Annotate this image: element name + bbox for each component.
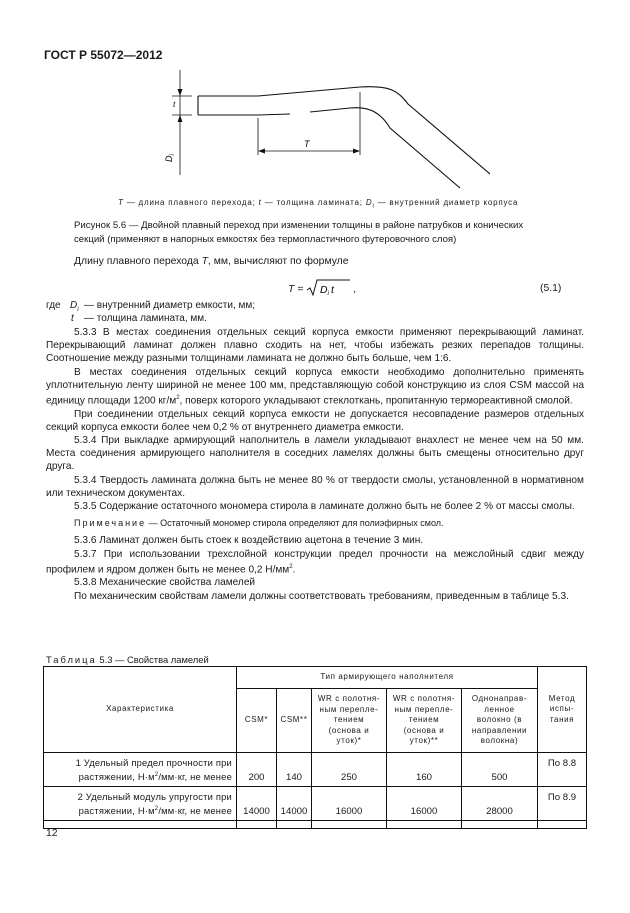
table-row: 2 Удельный модуль упругости при растяжении, $Н\cdot м^2/мм\cdot кг$, не менее 14000 14000 16000 16000 28000 По 8.9 — [44, 787, 587, 821]
body-text — [46, 326, 584, 603]
row-label: 1 Удельный предел прочности при растяжении, $Н\cdot м^2/мм\cdot кг$, не менее — [44, 753, 237, 787]
sqrt-sign — [306, 279, 350, 297]
paragraph-hardness: 5.3.4 Твердость ламината должна быть не менее 80 % от твердости смолы, установленной в нормативном или техническом документах. — [46, 474, 584, 499]
note: Примечание — Остаточный мономер стирола определяют для полиэфирных смол. — [74, 518, 444, 529]
formula-explanation: где $D_i$ — внутренний диаметр емкости, мм; t — толщина ламината, мм. — [46, 300, 256, 324]
paragraph-5-3-5: 5.3.5 Содержание остаточного мономера стирола в ламинате должно быть не более 2 % от массы смолы. — [74, 501, 575, 512]
header-characteristic: Характеристика — [44, 667, 237, 753]
label-d: $D_i$ — [164, 154, 176, 162]
header-csm-1: CSM* — [237, 689, 277, 753]
inner-contour-left — [198, 114, 290, 115]
table-row: 1 Удельный предел прочности при растяжении, $Н\cdot м^2/мм\cdot кг$, не менее 200 140 250 160 500 По 8.8 — [44, 753, 587, 787]
formula-5-1: T = Di t , — [288, 279, 356, 297]
outer-contour — [198, 87, 490, 174]
paragraph-sealing-tape: В местах соединения отдельных секций корпуса емкости необходимо дополнительно применять уплотнительную ленту шириной не менее 100 мм, представляющую собой конструкцию из слоя CSM массой на единицу площади 1200 $кг/м^2$, поверх которого укладывают стеклоткань, пропитанную термореактивной смолой. — [46, 366, 584, 407]
properties-table — [43, 666, 587, 829]
svg-text:Dit: Di t — [320, 285, 335, 297]
header-csm-2: CSM** — [277, 689, 312, 753]
paragraph-5-3-6: 5.3.6 Ламинат должен быть стоек к воздействию ацетона в течение 3 мин. — [74, 535, 424, 547]
transition-diagram — [150, 60, 490, 195]
paragraph-5-3-3: 5.3.3 В местах соединения отдельных секций корпуса емкости применяют перекрывающий ламинат. Перекрывающий ламинат должен плавно сходить на нет, чтобы избежать резких перепадов толщины. Соотношение между разными толщинами ламината не должно быть больше, чем 1:6. — [46, 327, 584, 365]
figure-legend: T — длина плавного перехода; t — толщина ламината; $D_i$ — внутренний диаметр корпуса — [118, 198, 519, 210]
label-t: t — [173, 99, 176, 109]
header-wr-1: WR с полотня- ным перепле- тением (основа и уток)* — [312, 689, 387, 753]
header-test-method: Метод испы- тания — [538, 667, 587, 753]
formula-intro: Длину плавного перехода T, мм, вычисляют по формуле — [74, 256, 349, 267]
row-label: 2 Удельный модуль упругости при растяжении, $Н\cdot м^2/мм\cdot кг$, не менее — [44, 787, 237, 821]
page-number: 12 — [46, 828, 58, 839]
figure-caption: Рисунок 5.6 — Двойной плавный переход при изменении толщины в районе патрубков и конических секций (применяют в напорных емкостях без термопластичного футеровочного слоя) — [74, 220, 524, 245]
paragraph-misalignment: При соединении отдельных секций корпуса емкости не допускается несовпадение размеров отдельных секций корпуса емкости более чем 0,2 % от внутреннего диаметра емкости. — [46, 408, 584, 433]
paragraph-5-3-4: 5.3.4 При выкладке армирующий наполнитель в ламели укладывают внахлест не менее чем на 50 мм. Места соединения армирующего наполнителя в соседних ламелях должны быть смещены относительно друг друга. — [46, 434, 584, 473]
inner-contour-right — [310, 108, 460, 188]
document-header: ГОСТ Р 55072—2012 — [44, 48, 163, 62]
header-unidirectional: Однонаправ- ленное волокно (в направлении волокна) — [462, 689, 538, 753]
paragraph-table-ref: По механическим свойствам ламели должны соответствовать требованиям, приведенным в таблице 5.3. — [74, 590, 569, 602]
paragraph-5-3-7: 5.3.7 При использовании трехслойной конструкции предел прочности на межслойный сдвиг между профилем и ядром должен быть не менее 0,2 $Н/мм^2$. — [46, 548, 584, 576]
formula-number: (5.1) — [540, 283, 562, 294]
label-T: T — [304, 139, 310, 149]
paragraph-5-3-8: 5.3.8 Механические свойства ламелей — [74, 577, 256, 589]
table-title: Таблица 5.3 — Свойства ламелей — [46, 654, 209, 665]
header-reinforcement-type: Тип армирующего наполнителя — [237, 667, 538, 689]
header-wr-2: WR с полотня- ным перепле- тением (основа и уток)** — [387, 689, 462, 753]
